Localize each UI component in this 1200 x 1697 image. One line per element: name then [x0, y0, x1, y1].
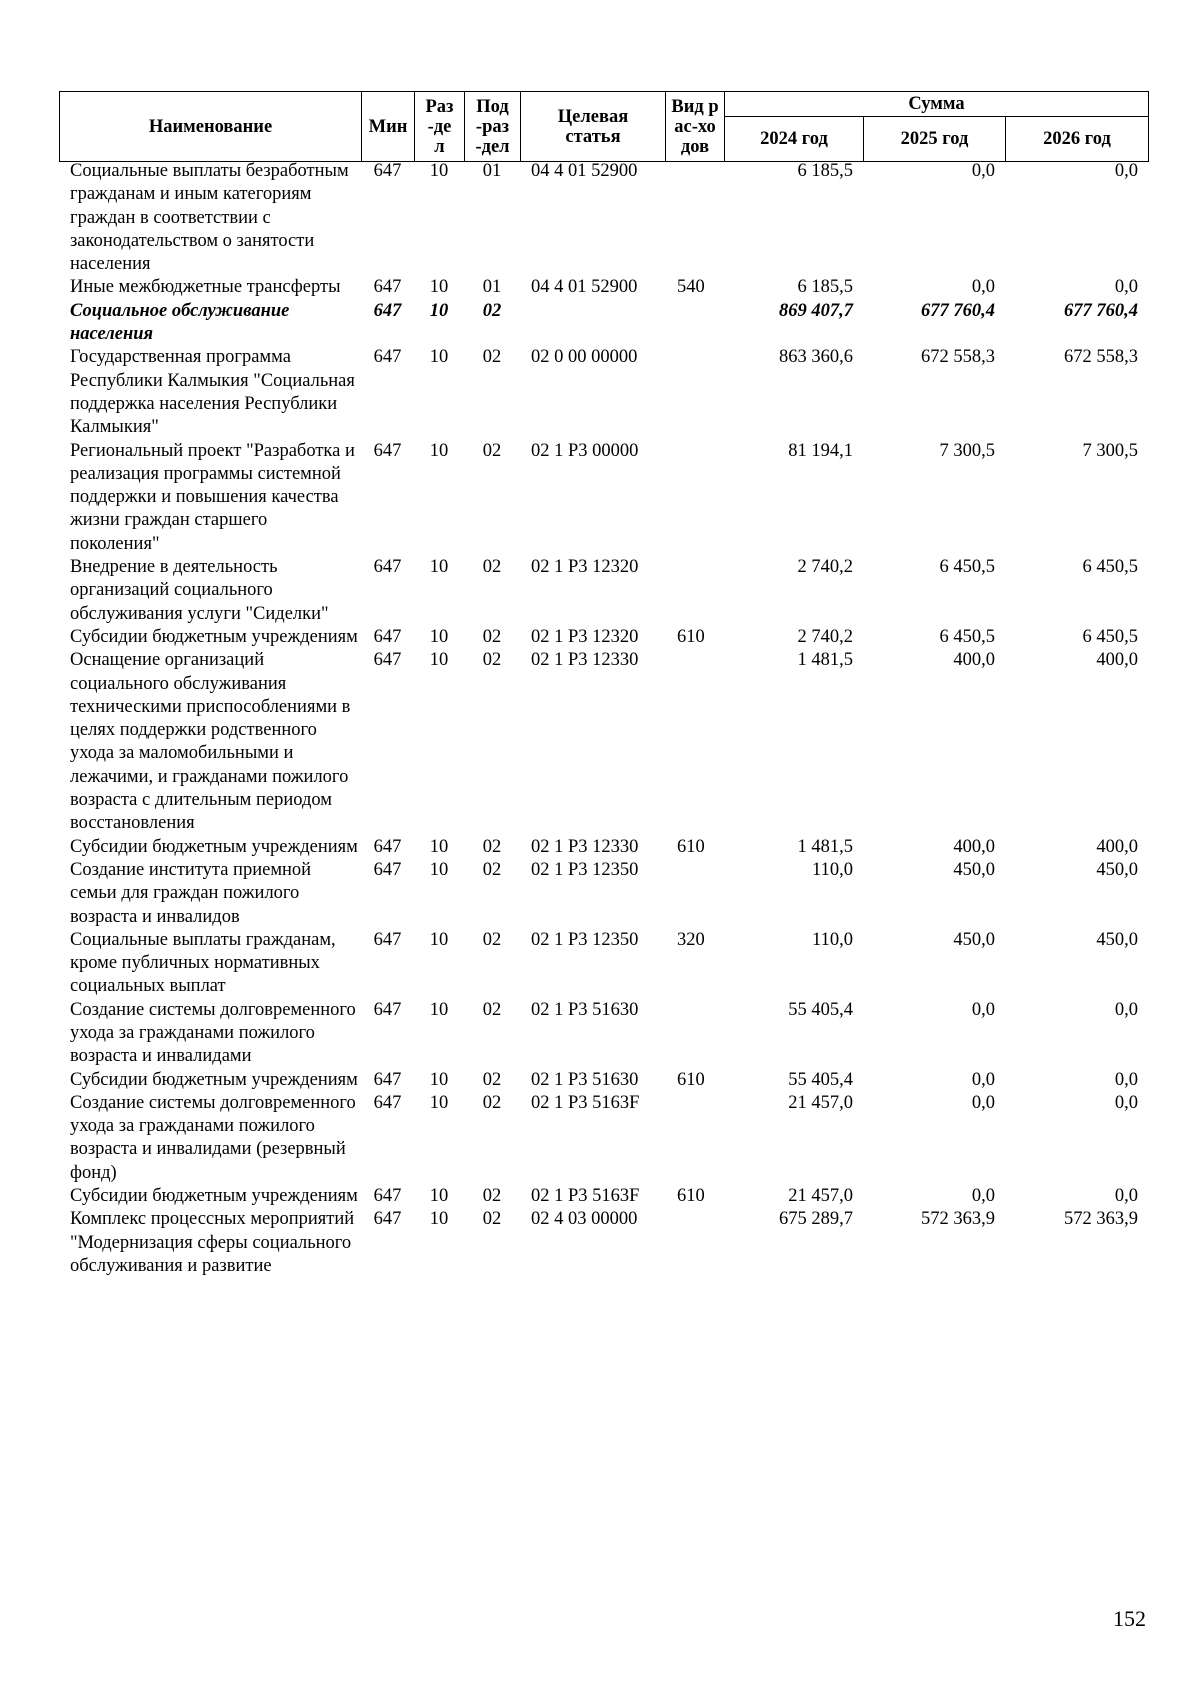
row-2026: 450,0: [1096, 859, 1138, 880]
row-2026: 400,0: [1096, 650, 1138, 671]
row-target: 02 1 P3 5163F: [531, 1092, 640, 1113]
row-min: 647: [373, 161, 402, 181]
row-podrazdel: 02: [482, 300, 502, 321]
header-2024: 2024 год: [725, 117, 864, 162]
row-2025: 677 760,4: [921, 300, 995, 321]
row-2026: 672 558,3: [1064, 347, 1138, 368]
row-2026: 0,0: [1114, 161, 1138, 181]
row-vid: [665, 1092, 724, 1185]
table-row: [59, 276, 1148, 299]
header-target-text: Целевая статья: [557, 106, 629, 147]
row-2024: 110,0: [812, 929, 853, 950]
row-2026: 400,0: [1096, 836, 1138, 857]
header-min: Мин: [362, 92, 415, 162]
table-row: [59, 1208, 1148, 1278]
row-vid: [665, 346, 724, 439]
row-target: 02 1 P3 51630: [531, 999, 639, 1020]
row-min: 647: [373, 300, 402, 321]
table-row: [59, 346, 1148, 439]
row-razdel: 10: [429, 1209, 449, 1230]
row-vid: [665, 556, 724, 626]
row-2025: 672 558,3: [921, 347, 995, 368]
row-name: Иные межбюджетные трансферты: [70, 277, 341, 298]
table-row: [59, 1185, 1148, 1208]
table-row: [59, 929, 1148, 999]
row-name: Субсидии бюджетным учреждениям: [70, 626, 358, 647]
table-row: [59, 1069, 1148, 1092]
header-2026: 2026 год: [1006, 117, 1149, 162]
row-name: Субсидии бюджетным учреждениям: [70, 836, 358, 857]
row-2025: 0,0: [971, 1069, 995, 1090]
row-min: 647: [373, 650, 402, 671]
row-podrazdel: 02: [482, 999, 502, 1020]
row-vid: [665, 160, 724, 276]
row-target: 02 4 03 00000: [531, 1209, 638, 1230]
row-name: Социальное обслуживание населения: [70, 300, 290, 345]
header-name: Наименование: [60, 92, 362, 162]
header-sum: Сумма: [725, 92, 1149, 117]
header-podrazdel-text: Под-раз-дел: [475, 96, 510, 157]
row-2024: 21 457,0: [788, 1186, 853, 1207]
row-2025: 450,0: [953, 929, 995, 950]
row-2026: 0,0: [1114, 1092, 1138, 1113]
row-vid: [665, 649, 724, 835]
header-vid-text: Вид рас-ходов: [671, 96, 719, 157]
row-razdel: 10: [429, 650, 449, 671]
table-row: [59, 1092, 1148, 1185]
row-2025: 0,0: [971, 1092, 995, 1113]
row-min: 647: [373, 999, 402, 1020]
row-2025: 450,0: [953, 859, 995, 880]
table-row: [59, 440, 1148, 556]
row-min: 647: [373, 859, 402, 880]
row-2024: 81 194,1: [788, 440, 853, 461]
table-header: [59, 91, 1149, 162]
row-name: Оснащение организаций социального обслуживания техническими приспособлениями в целях поддержки родственного ухода за маломобильными и лежачими, и гражданами пожилого возраста с длительным периодом восстановления: [70, 650, 351, 834]
row-vid: [665, 440, 724, 556]
row-razdel: 10: [429, 626, 449, 647]
row-razdel: 10: [429, 836, 449, 857]
row-min: 647: [373, 440, 402, 461]
table-row: [59, 556, 1148, 626]
row-min: 647: [373, 277, 402, 298]
row-target: 02 1 P3 51630: [531, 1069, 639, 1090]
row-podrazdel: 01: [482, 161, 502, 181]
page-number: 152: [1113, 1606, 1146, 1631]
row-vid: 610: [677, 1069, 705, 1090]
table-body: [59, 160, 1148, 1278]
row-2024: 675 289,7: [779, 1209, 853, 1230]
header-podrazdel: [465, 92, 521, 162]
table-row: [59, 626, 1148, 649]
header-razdel: [415, 92, 465, 162]
row-2024: 2 740,2: [797, 557, 853, 578]
header-razdel-text: Раз-дел: [425, 96, 454, 157]
row-2026: 0,0: [1114, 999, 1138, 1020]
row-podrazdel: 02: [482, 650, 502, 671]
row-target: 02 1 P3 12330: [531, 650, 639, 671]
table-row: [59, 836, 1148, 859]
row-razdel: 10: [429, 859, 449, 880]
table-row: [59, 859, 1148, 929]
row-razdel: 10: [429, 557, 449, 578]
row-2025: 0,0: [971, 999, 995, 1020]
row-razdel: 10: [429, 929, 449, 950]
header-2025: 2025 год: [864, 117, 1006, 162]
row-2024: 21 457,0: [788, 1092, 853, 1113]
row-2024: 110,0: [812, 859, 853, 880]
row-name: Субсидии бюджетным учреждениям: [70, 1186, 358, 1207]
row-name: Субсидии бюджетным учреждениям: [70, 1069, 358, 1090]
row-min: 647: [373, 1186, 402, 1207]
row-name: Внедрение в деятельность организаций социального обслуживания услуги "Сиделки": [70, 557, 329, 624]
row-2025: 6 450,5: [939, 557, 995, 578]
row-2024: 1 481,5: [797, 650, 853, 671]
row-vid: [665, 859, 724, 929]
row-name: Социальные выплаты гражданам, кроме публичных нормативных социальных выплат: [70, 929, 336, 997]
row-razdel: 10: [429, 1092, 449, 1113]
row-podrazdel: 02: [482, 1209, 502, 1230]
row-2025: 400,0: [953, 650, 995, 671]
row-vid: 320: [677, 929, 705, 950]
row-razdel: 10: [429, 161, 449, 181]
row-vid: 610: [677, 626, 705, 647]
row-target: 04 4 01 52900: [531, 277, 638, 298]
row-2024: 2 740,2: [797, 626, 853, 647]
row-2024: 1 481,5: [797, 836, 853, 857]
row-2026: 450,0: [1096, 929, 1138, 950]
row-razdel: 10: [429, 999, 449, 1020]
row-2026: 6 450,5: [1082, 626, 1138, 647]
row-2025: 0,0: [971, 161, 995, 181]
row-target: 02 1 P3 00000: [531, 440, 639, 461]
row-vid: 610: [677, 1186, 705, 1207]
row-podrazdel: 01: [482, 277, 502, 298]
row-2025: 0,0: [971, 1186, 995, 1207]
row-name: Создание института приемной семьи для граждан пожилого возраста и инвалидов: [70, 859, 312, 927]
row-2026: 0,0: [1114, 1069, 1138, 1090]
row-razdel: 10: [429, 440, 449, 461]
row-min: 647: [373, 929, 402, 950]
row-podrazdel: 02: [482, 859, 502, 880]
header-target: [521, 92, 666, 162]
row-razdel: 10: [429, 300, 449, 321]
row-2026: 0,0: [1114, 277, 1138, 298]
header-vid: [666, 92, 725, 162]
row-name: Социальные выплаты безработным гражданам и иным категориям граждан в соответствии с законодательством о занятости населения: [70, 161, 349, 275]
row-target: 02 1 P3 5163F: [531, 1186, 640, 1207]
row-name: Создание системы долговременного ухода за гражданами пожилого возраста и инвалидами (резервный фонд): [70, 1092, 356, 1183]
row-podrazdel: 02: [482, 557, 502, 578]
row-razdel: 10: [429, 1186, 449, 1207]
row-razdel: 10: [429, 277, 449, 298]
row-2026: 0,0: [1114, 1186, 1138, 1207]
row-podrazdel: 02: [482, 836, 502, 857]
row-vid: [665, 999, 724, 1069]
row-2025: 0,0: [971, 277, 995, 298]
row-min: 647: [373, 1069, 402, 1090]
row-2024: 6 185,5: [797, 161, 853, 181]
row-name: Создание системы долговременного ухода за гражданами пожилого возраста и инвалидами: [70, 999, 356, 1067]
row-2024: 863 360,6: [779, 347, 853, 368]
row-podrazdel: 02: [482, 440, 502, 461]
row-target: 02 0 00 00000: [531, 347, 638, 368]
table-row: [59, 160, 1148, 276]
row-target: 04 4 01 52900: [531, 161, 638, 181]
row-name: Государственная программа Республики Калмыкия "Социальная поддержка населения Республики Калмыкия": [70, 347, 355, 438]
row-vid: 540: [677, 277, 705, 298]
row-2026: 572 363,9: [1064, 1209, 1138, 1230]
row-target: 02 1 P3 12350: [531, 859, 639, 880]
row-podrazdel: 02: [482, 1092, 502, 1113]
row-2026: 7 300,5: [1082, 440, 1138, 461]
row-razdel: 10: [429, 1069, 449, 1090]
table-row: [59, 300, 1148, 347]
row-podrazdel: 02: [482, 347, 502, 368]
row-podrazdel: 02: [482, 929, 502, 950]
row-2025: 400,0: [953, 836, 995, 857]
row-2024: 55 405,4: [788, 999, 853, 1020]
row-2025: 6 450,5: [939, 626, 995, 647]
row-podrazdel: 02: [482, 1186, 502, 1207]
row-min: 647: [373, 347, 402, 368]
row-target: 02 1 P3 12320: [531, 557, 639, 578]
row-target: [520, 300, 665, 347]
row-min: 647: [373, 1209, 402, 1230]
row-podrazdel: 02: [482, 1069, 502, 1090]
row-target: 02 1 P3 12330: [531, 836, 639, 857]
row-2026: 677 760,4: [1064, 300, 1138, 321]
table-row: [59, 649, 1148, 835]
row-2025: 7 300,5: [939, 440, 995, 461]
row-vid: 610: [677, 836, 705, 857]
row-2025: 572 363,9: [921, 1209, 995, 1230]
row-vid: [665, 1208, 724, 1278]
row-min: 647: [373, 836, 402, 857]
row-min: 647: [373, 1092, 402, 1113]
row-target: 02 1 P3 12350: [531, 929, 639, 950]
row-min: 647: [373, 626, 402, 647]
row-2024: 6 185,5: [797, 277, 853, 298]
row-2026: 6 450,5: [1082, 557, 1138, 578]
row-name: Региональный проект "Разработка и реализация программы системной поддержки и повышения качества жизни граждан старшего поколения": [70, 440, 355, 554]
row-target: 02 1 P3 12320: [531, 626, 639, 647]
row-razdel: 10: [429, 347, 449, 368]
table-row: [59, 999, 1148, 1069]
row-2024: 869 407,7: [779, 300, 853, 321]
row-podrazdel: 02: [482, 626, 502, 647]
row-2024: 55 405,4: [788, 1069, 853, 1090]
row-vid: [665, 300, 724, 347]
row-min: 647: [373, 557, 402, 578]
row-name: Комплекс процессных мероприятий "Модернизация сферы социального обслуживания и развитие: [70, 1209, 355, 1276]
